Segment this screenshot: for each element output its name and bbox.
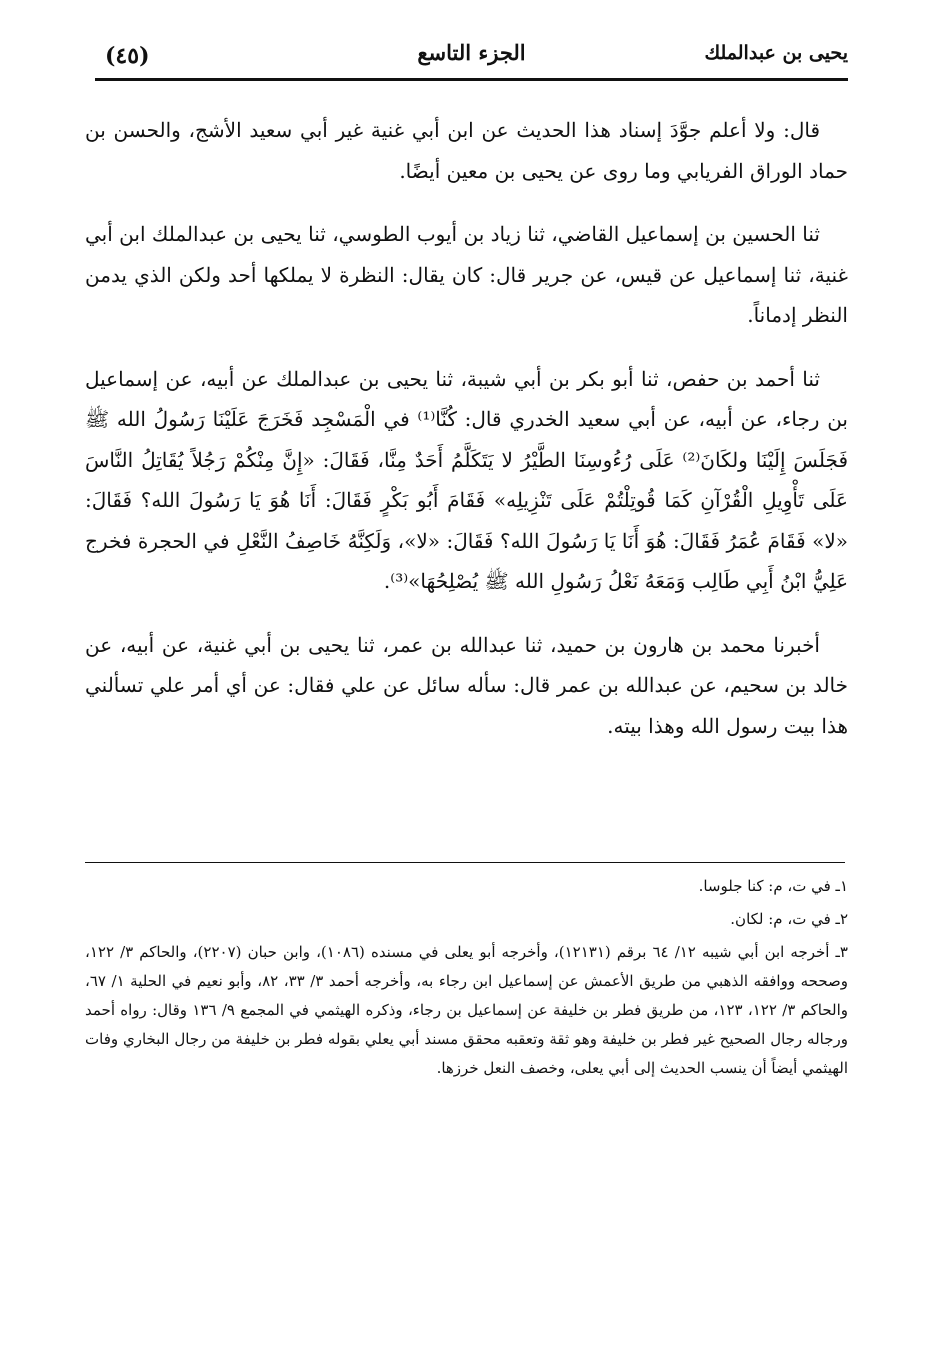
paragraph-3-hadith: ثنا أحمد بن حفص، ثنا أبو بكر بن أبي شيبة، ثنا يحيى بن عبدالملك عن أبيه، عن إسماعيل بن رجاء، عن أبيه، عن أبي سعيد الخدري قال: كُنَّا⁽¹⁾ في الْمَسْجِد فَخَرَجَ عَلَيْنَا رَسُولُ الله ﷺ فَجَلَسَ إِلَيْنَا ولكَانَ⁽²⁾ عَلَى رُءُوسِنَا الطَّيْرُ لا يَتَكَلَّمُ أَحَدٌ مِنَّا، فَقَالَ: «إِنَّ مِنْكُمْ رَجُلاً يُقَاتِلُ النَّاسَ عَلَى تَأْوِيلِ الْقُرْآنِ كَمَا قُوتِلْتُمْ عَلَى تَنْزِيلِه» فَقَامَ أَبُو بَكْرٍ فَقَالَ: أَنَا هُوَ يَا رَسُولَ الله؟ فَقَالَ: «لا» فَقَامَ عُمَرُ فَقَالَ: هُوَ أَنَا يَا رَسُولَ الله؟ فَقَالَ: «لا»، وَلَكِنَّهُ خَاصِفُ النَّعْلِ في الحجرة فخرج عَلِيُّ ابْنُ أَبِي طَالِب وَمَعَهُ نَعْلُ رَسُولِ الله ﷺ يُصْلِحُهَا»⁽³⁾. — [85, 366, 849, 593]
paragraph-4: أخبرنا محمد بن هارون بن حميد، ثنا عبدالله بن عمر، ثنا يحيى بن أبي غنية، عن أبيه، عن خالد بن سحيم، عن عبدالله بن عمر قال: سأله سائل عن علي فقال: عن أي أمر علي تسألني هذا بيت رسول الله وهذا بيته. — [85, 632, 848, 738]
main-text — [85, 110, 848, 769]
footnote-2: ٢ـ في ت، م: لكان. — [730, 910, 848, 928]
running-header — [95, 30, 848, 81]
paragraph-2: ثنا الحسين بن إسماعيل القاضي، ثنا زياد بن أيوب الطوسي، ثنا يحيى بن عبدالملك ابن أبي غنية، ثنا إسماعيل عن قيس، عن جرير قال: كان يقال: النظرة لا يملكها أحد ولكن الذي يدمن النظر إدماناً. — [85, 222, 848, 327]
footnote-1: ١ـ في ت، م: كنا جلوسا. — [698, 877, 848, 895]
paragraph-1: قال: ولا أعلم جوَّدَ إسناد هذا الحديث عن ابن أبي غنية غير أبي سعيد الأشج، والحسن بن حماد الوراق الفريابي وما روى عن يحيى بن معين أيضًا. — [85, 118, 848, 183]
page-number: (٤٥) — [105, 43, 150, 69]
header-author: يحيى بن عبدالملك — [704, 42, 848, 64]
footnotes — [85, 872, 848, 1087]
footnote-divider — [85, 862, 845, 863]
footnote-3: ٣ـ أخرجه ابن أبي شيبه ١٢/ ٦٤ برقم (١٢١٣١)، وأخرجه أبو يعلى في مسنده (١٠٨٦)، وابن حبان (٢٢٠٧)، والحاكم ٣/ ١٢٢، وصححه ووافقه الذهبي من طريق الأعمش عن إسماعيل ابن رجاء به، وأخرجه أحمد ٣/ ٣٣، ٨٢، وأبو نعيم في الحلية ١/ ٦٧، والحاكم ٣/ ١٢٢، ١٢٣، من طريق فطر بن خليفة عن إسماعيل بن رجاء، وذكره الهيثمي في المجمع ٩/ ١٣٦ وقال: رواه أحمد ورجاله رجال الصحيح غير فطر بن خليفة وهو ثقة وتعقبه محقق مسند أبي يعلي بقوله فطر بن خليفة من رجال البخاري وفات الهيثمي أيضاً أن ينسب الحديث إلى أبي يعلى، وخصف النعل خرزها. — [85, 943, 848, 1077]
header-volume: الجزء التاسع — [417, 40, 526, 65]
